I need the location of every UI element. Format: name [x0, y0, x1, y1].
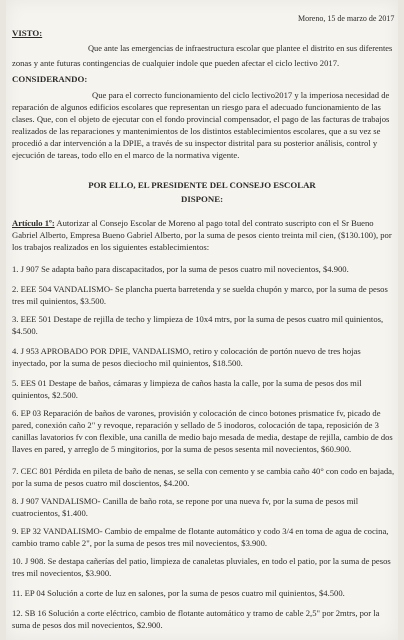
considerando-line-5: procedió a dar intervención a la DPIE, a través de su inspector distrital para su posterior análisis, control y: [12, 138, 378, 148]
item-6-line-3: canillas lavatorios fv con flexible, una canilla de medio bajo mesada de media, destape de rejilla, cambio de dos: [12, 432, 393, 442]
visto-heading: VISTO:: [12, 28, 43, 38]
considerando-line-3: clases. Que, con el objeto de ejecutar con el fondo provincial compensador, el pago de las facturas de trabajos: [12, 114, 390, 124]
item-12-line-1: 12. SB 16 Solución a corte eléctrico, cambio de flotante automático y tramo de cable 2,5" por 2mtrs, por la: [12, 608, 380, 618]
item-8-line-2: cuatrocientos, $1.400.: [12, 508, 88, 518]
item-10-line-1: 10. J 908. Se destapa cañerías del patio, limpieza de canaletas pluviales, en todo el patio, por la suma de pesos: [12, 556, 391, 566]
item-2-line-2: tres mil quinientos, $3.500.: [12, 296, 107, 306]
item-3-line-1: 3. EEE 501 Destape de rejilla de techo y limpieza de 10x4 mtrs, por la suma de pesos cuatro mil quinientos,: [12, 314, 384, 324]
document-date: Moreno, 15 de marzo de 2017: [298, 14, 395, 23]
item-6-line-1: 6. EP 03 Reparación de baños de varones, provisión y colocación de cinco botones prismatice fv, picado de: [12, 408, 381, 418]
articulo-label: Artículo 1º:: [12, 218, 55, 228]
item-7-line-2: por la suma de pesos cuatro mil doscientos, $4.200.: [12, 478, 190, 488]
item-7-line-1: 7. CEC 801 Pérdida en pileta de baño de nenas, se sella con cemento y se cambia caño 40° con codo en bajada,: [12, 466, 395, 476]
item-10-line-2: tres mil novecientos, $3.900.: [12, 568, 112, 578]
articulo-line-2: Gabriel Alberto, Empresa Bueno Gabriel Alberto, por la suma de pesos ciento treinta mil cien, ($130.100), por: [12, 230, 392, 240]
item-4-line-1: 4. J 953 APROBADO POR DPIE, VANDALISMO, retiro y colocación de portón nuevo de tres hojas: [12, 346, 361, 356]
item-5-line-2: quinientos, $2.500.: [12, 390, 78, 400]
item-1: 1. J 907 Se adapta baño para discapacitados, por la suma de pesos cuatro mil novecientos, $4.900.: [12, 264, 349, 274]
considerando-line-6: ejecución de tareas, todo ello en el marco de la normativa vigente.: [12, 150, 240, 160]
visto-line-1: Que ante las emergencias de infraestructura escolar que plantee el distrito en sus diferentes: [88, 44, 393, 53]
articulo-line-3: los trabajos realizados en los siguientes establecimientos:: [12, 242, 210, 252]
visto-line-2: zonas y ante futuras contingencias de cualquier indole que pueden afectar el ciclo lectivo 2017.: [12, 58, 340, 68]
item-3-line-2: $4.500.: [12, 326, 38, 336]
item-4-line-2: inyectado, por la suma de pesos dieciocho mil quinientos, $18.500.: [12, 358, 243, 368]
item-6-line-2: pared, conexión caño 2" y revoque, reparación y sellado de 5 inodoros, colocación de tapa, reposición de 3: [12, 420, 379, 430]
item-12-line-2: suma de pesos dos mil novecientos, $2.900.: [12, 620, 163, 630]
item-8-line-1: 8. J 907 VANDALISMO- Canilla de baño rota, se repone por una nueva fv, por la suma de pesos mil: [12, 496, 359, 506]
item-5-line-1: 5. EES 01 Destape de baños, cámaras y limpieza de caños hasta la calle, por la suma de pesos dos mil: [12, 378, 362, 388]
item-2-line-1: 2. EEE 504 VANDALISMO- Se plancha puerta barretenda y se suelda chupón y marco, por la suma de pesos: [12, 284, 388, 294]
document-page: [6, 0, 398, 640]
considerando-line-1: Que para el correcto funcionamiento del ciclo lectivo2017 y la imperiosa necesidad de: [92, 90, 390, 100]
considerando-line-4: realizados de las reparaciones y mantenimientos de los distintos establecimientos escolares, que a su vez se: [12, 126, 381, 136]
item-9-line-1: 9. EP 32 VANDALISMO- Cambio de empalme de flotante automático y codo 3/4 en toma de agua de cocina,: [12, 526, 389, 536]
item-11: 11. EP 04 Solución a corte de luz en salones, por la suma de pesos cuatro mil quinientos, $4.500.: [12, 588, 345, 598]
item-6-line-4: llaves en pared, y arreglo de 5 mingitorios, por la suma de pesos sesenta mil novecientos, $60.900.: [12, 444, 352, 454]
articulo-text: Autorizar al Consejo Escolar de Moreno al pago total del contrato suscripto con el Sr Bueno: [54, 218, 374, 228]
item-9-line-2: cambio tramo cable 2", por la suma de pesos tres mil novecientos, $3.900.: [12, 538, 268, 548]
dispone-heading: DISPONE:: [180, 194, 224, 204]
articulo-line-1: [12, 218, 374, 228]
considerando-line-2: reparación de algunos edificios escolares que representan un riesgo para el adecuado funcionamiento de las: [12, 102, 381, 112]
por-ello-heading: POR ELLO, EL PRESIDENTE DEL CONSEJO ESCOLAR: [88, 180, 316, 190]
considerando-heading: CONSIDERANDO:: [12, 74, 88, 84]
